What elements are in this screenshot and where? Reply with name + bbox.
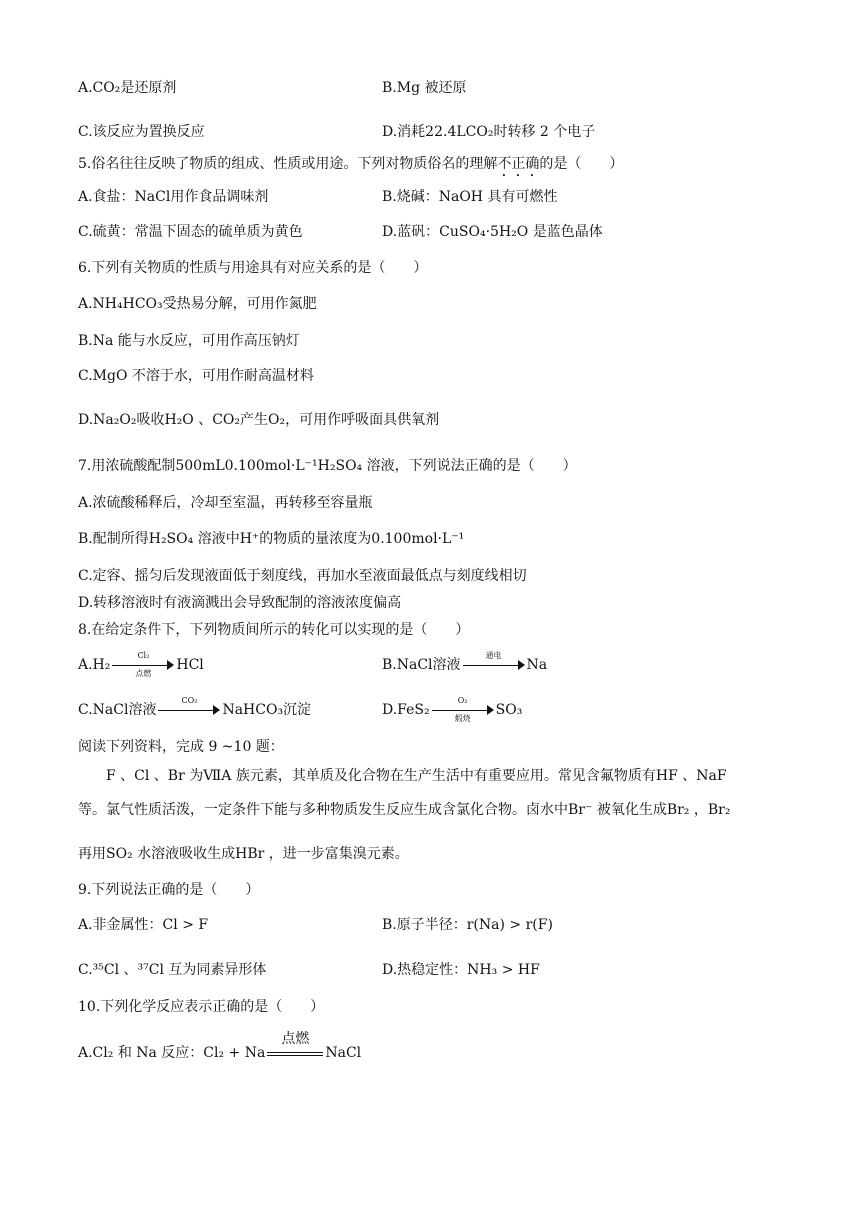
q10-a-product: NaCl: [325, 1045, 362, 1061]
arrow-condition-top: CO₂: [181, 696, 198, 705]
q10-option-a: [78, 1031, 362, 1063]
q4-option-b: B.Mg 被还原: [382, 80, 467, 96]
q7-option-c: C.定容、摇匀后发现液面低于刻度线，再加水至液面最低点与刻度线相切: [78, 568, 527, 584]
reading-paragraph-line-2: 等。氯气性质活泼，一定条件下能与多种物质发生反应生成含氯化合物。卤水中Br⁻ 被氧化生成Br₂ ，Br₂: [78, 802, 731, 818]
arrow-condition-top: Cl₂: [137, 651, 150, 660]
arrow-condition-bottom: 煅烧: [454, 714, 471, 723]
equation-condition: 点燃: [281, 1031, 310, 1047]
q6-option-b: B.Na 能与水反应，可用作高压钠灯: [78, 333, 300, 349]
q9-option-a: A.非金属性：Cl > F: [78, 917, 209, 933]
q6-stem: 6.下列有关物质的性质与用途具有对应关系的是（ ）: [78, 260, 428, 276]
q8-c-reactant: C.NaCl溶液: [78, 702, 157, 718]
q9-option-c: C.³⁵Cl 、³⁷Cl 互为同素异形体: [78, 962, 267, 978]
q4-option-c: C.该反应为置换反应: [78, 124, 205, 140]
reaction-arrow-icon: [432, 696, 494, 723]
q7-option-a: A.浓硫酸稀释后，冷却至室温，再转移至容量瓶: [78, 495, 373, 511]
q5-option-b: B.烧碱：NaOH 具有可燃性: [382, 189, 558, 205]
q8-d-product: SO₃: [495, 702, 523, 718]
arrow-condition-top: 通电: [485, 651, 502, 660]
q4-option-a: A.CO₂是还原剂: [78, 80, 177, 96]
reading-paragraph-line-1: F 、Cl 、Br 为ⅦA 族元素，其单质及化合物在生产生活中有重要应用。常见含氟物质有HF 、NaF: [106, 768, 727, 784]
q5-stem-post: 的是（ ）: [539, 156, 624, 172]
q4-option-d: D.消耗22.4LCO₂时转移 2 个电子: [382, 124, 596, 140]
q8-a-reactant: A.H₂: [78, 657, 111, 673]
reaction-arrow-icon: [112, 651, 174, 678]
q9-stem: 9.下列说法正确的是（ ）: [78, 882, 260, 898]
q5-stem-pre: 5.俗名往往反映了物质的组成、性质或用途。下列对物质俗名的理解: [78, 156, 498, 172]
q8-option-b: [382, 651, 548, 675]
q9-option-d: D.热稳定性：NH₃ > HF: [382, 962, 540, 978]
q10-a-reactants: A.Cl₂ 和 Na 反应：Cl₂ + Na: [78, 1045, 266, 1061]
q7-option-d: D.转移溶液时有液滴溅出会导致配制的溶液浓度偏高: [78, 595, 402, 611]
double-line-equals-icon: [267, 1031, 323, 1063]
q5-stem: [78, 154, 623, 180]
q6-option-c: C.MgO 不溶于水，可用作耐高温材料: [78, 368, 314, 384]
arrow-condition-top: O₂: [457, 696, 468, 705]
q9-option-b: B.原子半径：r(Na) > r(F): [382, 917, 553, 933]
q8-option-a: [78, 651, 204, 678]
q6-option-d: D.Na₂O₂吸收H₂O 、CO₂产生O₂，可用作呼吸面具供氧剂: [78, 412, 440, 428]
q5-option-d: D.蓝矾：CuSO₄·5H₂O 是蓝色晶体: [382, 224, 603, 240]
q6-option-a: A.NH₄HCO₃受热易分解，可用作氮肥: [78, 296, 317, 312]
q5-option-c: C.硫黄：常温下固态的硫单质为黄色: [78, 224, 303, 240]
q8-b-reactant: B.NaCl溶液: [382, 657, 461, 673]
q7-option-b: B.配制所得H₂SO₄ 溶液中H⁺的物质的量浓度为0.100mol·L⁻¹: [78, 531, 465, 547]
q8-option-c: [78, 696, 312, 720]
q5-option-a: A.食盐：NaCl用作食品调味剂: [78, 189, 269, 205]
reaction-arrow-icon: [158, 696, 220, 720]
q8-d-reactant: D.FeS₂: [382, 702, 430, 718]
q8-c-product: NaHCO₃沉淀: [222, 702, 312, 718]
q7-stem: 7.用浓硫酸配制500mL0.100mol·L⁻¹H₂SO₄ 溶液，下列说法正确的是（ ）: [78, 458, 577, 474]
reading-intro: 阅读下列资料，完成 9 ~10 题：: [78, 739, 284, 755]
q8-stem: 8.在给定条件下，下列物质间所示的转化可以实现的是（ ）: [78, 622, 470, 638]
reaction-arrow-icon: [463, 651, 525, 675]
q8-b-product: Na: [526, 657, 548, 673]
arrow-condition-bottom: 点燃: [135, 669, 152, 678]
q5-stem-emphasis: 不正确: [497, 156, 540, 172]
reading-paragraph-line-3: 再用SO₂ 水溶液吸收生成HBr ，进一步富集溴元素。: [78, 846, 409, 862]
q10-stem: 10.下列化学反应表示正确的是（ ）: [78, 999, 325, 1015]
q8-a-product: HCl: [176, 657, 204, 673]
q8-option-d: [382, 696, 523, 723]
